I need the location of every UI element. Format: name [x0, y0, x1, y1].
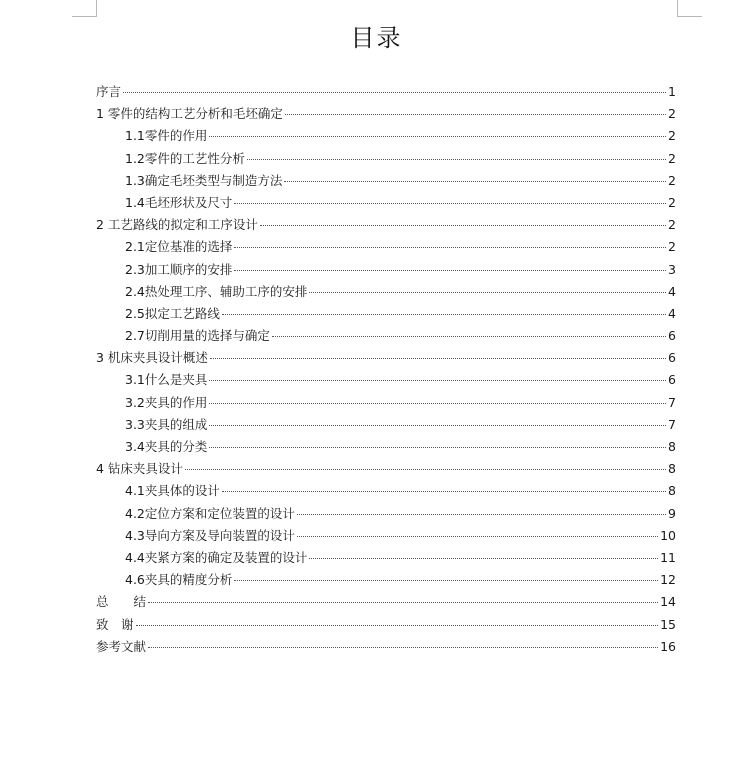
toc-dot-leader	[210, 358, 666, 359]
toc-entry[interactable]	[96, 303, 676, 325]
toc-entry-text: 1.4毛坯形状及尺寸	[125, 194, 233, 210]
toc-page-number: 9	[668, 505, 676, 521]
toc-entry[interactable]	[96, 81, 676, 103]
toc-page-number: 11	[660, 549, 676, 565]
toc-entry[interactable]	[96, 614, 676, 636]
toc-dot-leader	[209, 136, 666, 137]
toc-page-number: 6	[668, 350, 676, 366]
toc-entry[interactable]	[96, 236, 676, 258]
toc-page-number: 2	[668, 194, 676, 210]
toc-dot-leader	[297, 514, 666, 515]
toc-dot-leader	[297, 536, 658, 537]
toc-entry[interactable]	[96, 392, 676, 414]
toc-dot-leader	[148, 647, 658, 648]
toc-entry-text: 4.1夹具体的设计	[125, 483, 220, 499]
toc-page-number: 3	[668, 261, 676, 277]
page-title: 目录	[350, 24, 403, 52]
toc-page-number: 1	[668, 84, 676, 99]
toc-entry-text: 3.4夹具的分类	[125, 439, 208, 454]
toc-page-number: 8	[668, 439, 676, 454]
toc-entry-text: 2.3加工顺序的安排	[125, 261, 233, 277]
page-corner-mark-top-right	[677, 0, 702, 17]
toc-entry[interactable]	[96, 281, 676, 303]
toc-entry-text: 1.2零件的工艺性分析	[125, 150, 245, 166]
toc-entry-text: 参考文献	[96, 638, 147, 654]
toc-page-number: 16	[660, 638, 676, 654]
toc-page-number: 4	[668, 305, 676, 321]
toc-entry[interactable]	[96, 591, 676, 613]
toc-entry[interactable]	[96, 547, 676, 569]
toc-entry-text: 4.4夹紧方案的确定及装置的设计	[125, 549, 308, 565]
toc-page-number: 4	[668, 283, 676, 299]
toc-entry[interactable]	[96, 125, 676, 147]
toc-entry-text: 3.2夹具的作用	[125, 394, 208, 410]
toc-page-number: 14	[660, 594, 676, 610]
toc-dot-leader	[136, 625, 659, 626]
toc-entry[interactable]	[96, 503, 676, 525]
toc-dot-leader	[247, 159, 666, 160]
toc-dot-leader	[209, 403, 666, 404]
toc-page-number: 7	[668, 416, 676, 432]
toc-entry[interactable]	[96, 148, 676, 170]
toc-entry[interactable]	[96, 325, 676, 347]
toc-entry-text: 4.3导向方案及导向装置的设计	[125, 527, 295, 543]
toc-dot-leader	[148, 602, 658, 603]
toc-entry-text: 3.1什么是夹具	[125, 372, 208, 388]
toc-page-number: 12	[660, 572, 676, 588]
toc-entry[interactable]	[96, 170, 676, 192]
toc-entry-text: 3 机床夹具设计概述	[96, 350, 208, 366]
toc-dot-leader	[285, 114, 666, 115]
toc-entry[interactable]	[96, 369, 676, 391]
toc-page-number: 2	[668, 239, 676, 255]
toc-entry[interactable]	[96, 192, 676, 214]
toc-entry[interactable]	[96, 569, 676, 591]
toc-entry-text: 2.4热处理工序、辅助工序的安排	[125, 283, 308, 299]
toc-entry[interactable]	[96, 103, 676, 125]
toc-page-number: 6	[668, 328, 676, 344]
toc-entry[interactable]	[96, 458, 676, 480]
toc-entry[interactable]	[96, 214, 676, 236]
toc-page-number: 6	[668, 372, 676, 388]
toc-entry-text: 序言	[96, 84, 122, 99]
toc-page-number: 8	[668, 483, 676, 499]
toc-entry-text: 2.1定位基准的选择	[125, 239, 233, 255]
toc-entry[interactable]	[96, 480, 676, 502]
toc-dot-leader	[123, 92, 666, 93]
toc-entry-text: 2.7切削用量的选择与确定	[125, 328, 270, 344]
toc-entry-text: 1.1零件的作用	[125, 128, 208, 144]
toc-entry-text: 3.3夹具的组成	[125, 416, 208, 432]
toc-entry-text: 4.6夹具的精度分析	[125, 572, 233, 588]
toc-entry[interactable]	[96, 347, 676, 369]
page-corner-mark-top-left	[72, 0, 97, 17]
toc-entry[interactable]	[96, 636, 676, 658]
toc-page-number: 2	[668, 217, 676, 233]
table-of-contents	[96, 81, 676, 658]
toc-entry-text: 1.3确定毛坯类型与制造方法	[125, 172, 283, 188]
toc-dot-leader	[284, 181, 666, 182]
toc-dot-leader	[234, 580, 658, 581]
toc-dot-leader	[309, 292, 666, 293]
toc-entry-text: 1 零件的结构工艺分析和毛坯确定	[96, 106, 283, 122]
toc-page-number: 2	[668, 172, 676, 188]
toc-page-number: 2	[668, 106, 676, 122]
toc-dot-leader	[209, 380, 666, 381]
toc-page-number: 8	[668, 461, 676, 477]
toc-dot-leader	[309, 558, 658, 559]
toc-dot-leader	[260, 225, 666, 226]
toc-dot-leader	[222, 491, 666, 492]
toc-entry-text: 2.5拟定工艺路线	[125, 305, 220, 321]
toc-dot-leader	[222, 314, 666, 315]
toc-page-number: 2	[668, 150, 676, 166]
toc-page-number: 7	[668, 394, 676, 410]
toc-dot-leader	[209, 447, 666, 448]
toc-dot-leader	[209, 425, 666, 426]
toc-page-number: 10	[660, 527, 676, 543]
toc-dot-leader	[234, 203, 666, 204]
toc-dot-leader	[234, 247, 666, 248]
toc-entry[interactable]	[96, 436, 676, 458]
toc-entry-text: 致 谢	[96, 616, 134, 632]
toc-entry[interactable]	[96, 525, 676, 547]
toc-dot-leader	[234, 270, 666, 271]
toc-entry[interactable]	[96, 414, 676, 436]
toc-entry-text: 4.2定位方案和定位装置的设计	[125, 505, 295, 521]
toc-entry[interactable]	[96, 259, 676, 281]
toc-page-number: 15	[660, 616, 676, 632]
toc-entry-text: 2 工艺路线的拟定和工序设计	[96, 217, 258, 233]
toc-page-number: 2	[668, 128, 676, 144]
toc-dot-leader	[272, 336, 666, 337]
toc-entry-text: 总 结	[96, 594, 147, 610]
toc-dot-leader	[185, 469, 666, 470]
toc-entry-text: 4 钻床夹具设计	[96, 461, 183, 477]
